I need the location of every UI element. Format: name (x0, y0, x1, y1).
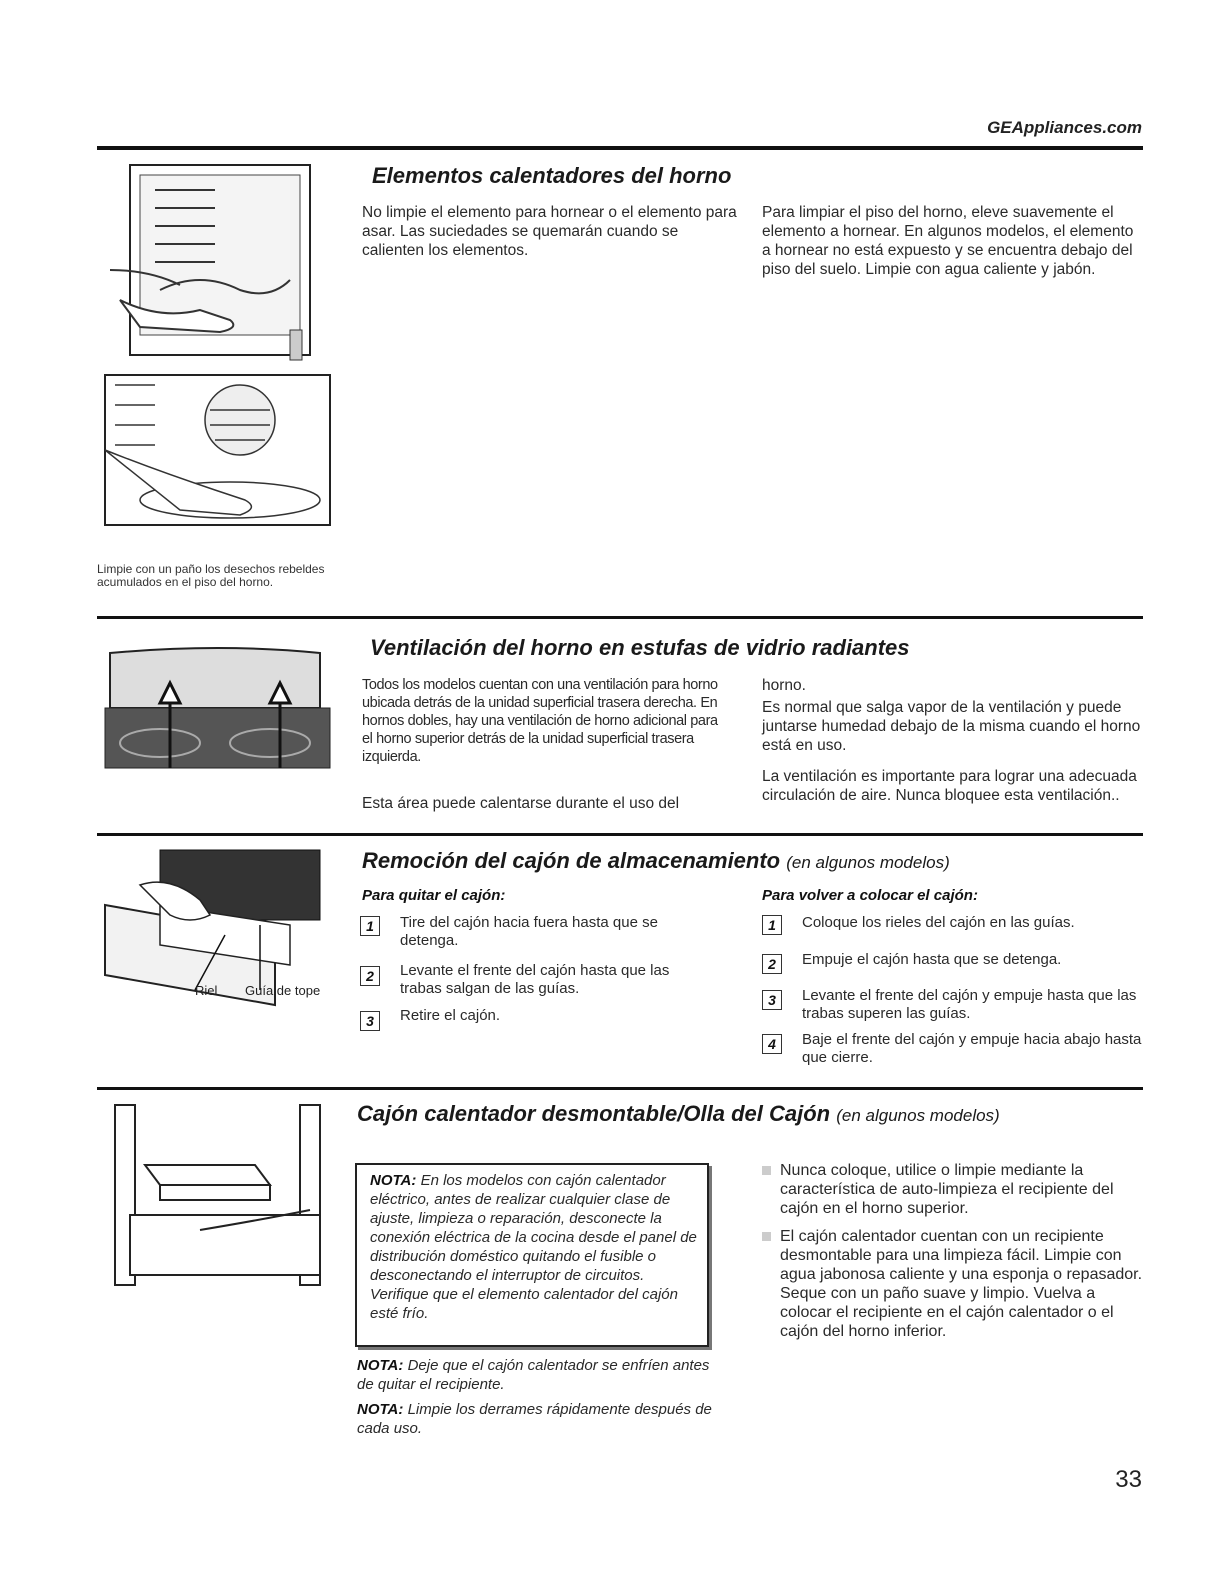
step-number: 2 (360, 966, 380, 986)
section-divider (97, 833, 1143, 836)
oven-floor-caption: Limpie con un paño los desechos rebeldes acumulados en el piso del horno. (97, 562, 325, 589)
warmer-title-sub: (en algunos modelos) (836, 1106, 1000, 1125)
oven-element-illustration (100, 160, 336, 365)
storage-drawer-illustration (100, 845, 336, 1010)
replace-step: Empuje el cajón hasta que se detenga. (802, 951, 1062, 968)
step-number: 2 (762, 954, 782, 974)
step-number: 1 (762, 915, 782, 935)
bullet-text: El cajón calentador cuentan con un recipiente desmontable para una limpieza fácil. Limpie con agua jabonosa caliente y una esponja o repasador. Seque con un paño suave y limpio. Vuelva a colocar el recipiente en el cajón calentador o el cajón del horno inferior. (780, 1228, 1143, 1340)
vent-col1a: Todos los modelos cuentan con una ventilación para horno ubicada detrás de la unidad superficial trasera derecha. En hornos dobles, hay una ventilación de horno adicional para el horno superior detrás de la unidad superficial trasera izquierda. (362, 677, 718, 765)
label-stop-guide: Guía de tope (245, 983, 321, 998)
warning-note-box (355, 1163, 709, 1347)
note-body: Limpie los derrames rápidamente después de cada uso. (357, 1401, 712, 1437)
drawer-title-sub: (en algunos modelos) (786, 853, 950, 872)
drawer-title-text: Remoción del cajón de almacenamiento (362, 848, 781, 873)
header-rule (97, 146, 1143, 150)
remove-step: Levante el frente del cajón hasta que las trabas salgan de las guías. (400, 962, 670, 997)
section-title-vent: Ventilación del horno en estufas de vidrio radiantes (370, 635, 910, 660)
warning-note-text (370, 1171, 700, 1323)
elements-col2: Para limpiar el piso del horno, eleve suavemente el elemento a hornear. En algunos modelos, el elemento a hornear no está expuesto y se encuentra debajo del piso del suelo. Limpie con agua caliente y jabón. (762, 204, 1134, 278)
section-title-elements: Elementos calentadores del horno (372, 163, 732, 188)
elements-col1: No limpie el elemento para hornear o el elemento para asar. Las suciedades se quemarán cuando se calienten los elementos. (362, 204, 737, 259)
section-title-warmer (357, 1101, 1000, 1127)
section-divider (97, 616, 1143, 619)
replace-step: Coloque los rieles del cajón en las guías. (802, 914, 1075, 931)
step-number: 1 (360, 916, 380, 936)
remove-step: Retire el cajón. (400, 1007, 501, 1024)
note-body: Deje que el cajón calentador se enfríen antes de quitar el recipiente. (357, 1357, 710, 1393)
note-cool-down (357, 1356, 717, 1394)
label-rail: Riel (195, 983, 218, 998)
step-number: 4 (762, 1034, 782, 1054)
replace-step: Levante el frente del cajón y empuje hasta que las trabas superen las guías. (802, 987, 1137, 1022)
vent-col2c: La ventilación es importante para lograr una adecuada circulación de aire. Nunca bloquee esta ventilación.. (762, 768, 1137, 804)
replace-heading: Para volver a colocar el cajón: (762, 887, 978, 904)
vent-col2a: horno. (762, 677, 806, 694)
bullet-marker (762, 1166, 771, 1175)
note-lead: NOTA: (357, 1357, 404, 1374)
bullet-item (762, 1227, 1147, 1341)
warmer-title-text: Cajón calentador desmontable/Olla del Cajón (357, 1101, 831, 1126)
step-number: 3 (762, 990, 782, 1010)
bullet-marker (762, 1232, 771, 1241)
oven-floor-illustration (100, 370, 336, 535)
replace-step: Baje el frente del cajón y empuje hacia abajo hasta que cierre. (802, 1031, 1142, 1066)
bullet-item (762, 1161, 1147, 1218)
remove-step: Tire del cajón hacia fuera hasta que se detenga. (400, 914, 658, 949)
note-body: En los modelos con cajón calentador eléctrico, antes de realizar cualquier clase de ajuste, limpieza o reparación, desconecte la conexión eléctrica de la cocina desde el panel de distribución doméstico quitando el fusible o desconectando el interruptor de circuitos. Verifique que el elemento calentador del cajón esté frío. (370, 1172, 697, 1322)
section-divider (97, 1087, 1143, 1090)
note-spills (357, 1400, 717, 1438)
remove-heading: Para quitar el cajón: (362, 887, 506, 904)
warmer-drawer-illustration (100, 1100, 336, 1300)
cooktop-vent-illustration (100, 633, 336, 773)
step-number: 3 (360, 1011, 380, 1031)
note-lead: NOTA: (370, 1172, 417, 1189)
site-url: GEAppliances.com (987, 118, 1142, 137)
page-number: 33 (1115, 1466, 1142, 1493)
section-title-drawer (362, 848, 950, 874)
vent-col1b: Esta área puede calentarse durante el uso del (362, 795, 680, 812)
vent-col2b: Es normal que salga vapor de la ventilación y puede juntarse humedad debajo de la misma cuando el horno está en uso. (762, 699, 1141, 754)
bullet-text: Nunca coloque, utilice o limpie mediante la característica de auto-limpieza el recipiente del cajón en el horno superior. (780, 1162, 1114, 1217)
note-lead: NOTA: (357, 1401, 404, 1418)
